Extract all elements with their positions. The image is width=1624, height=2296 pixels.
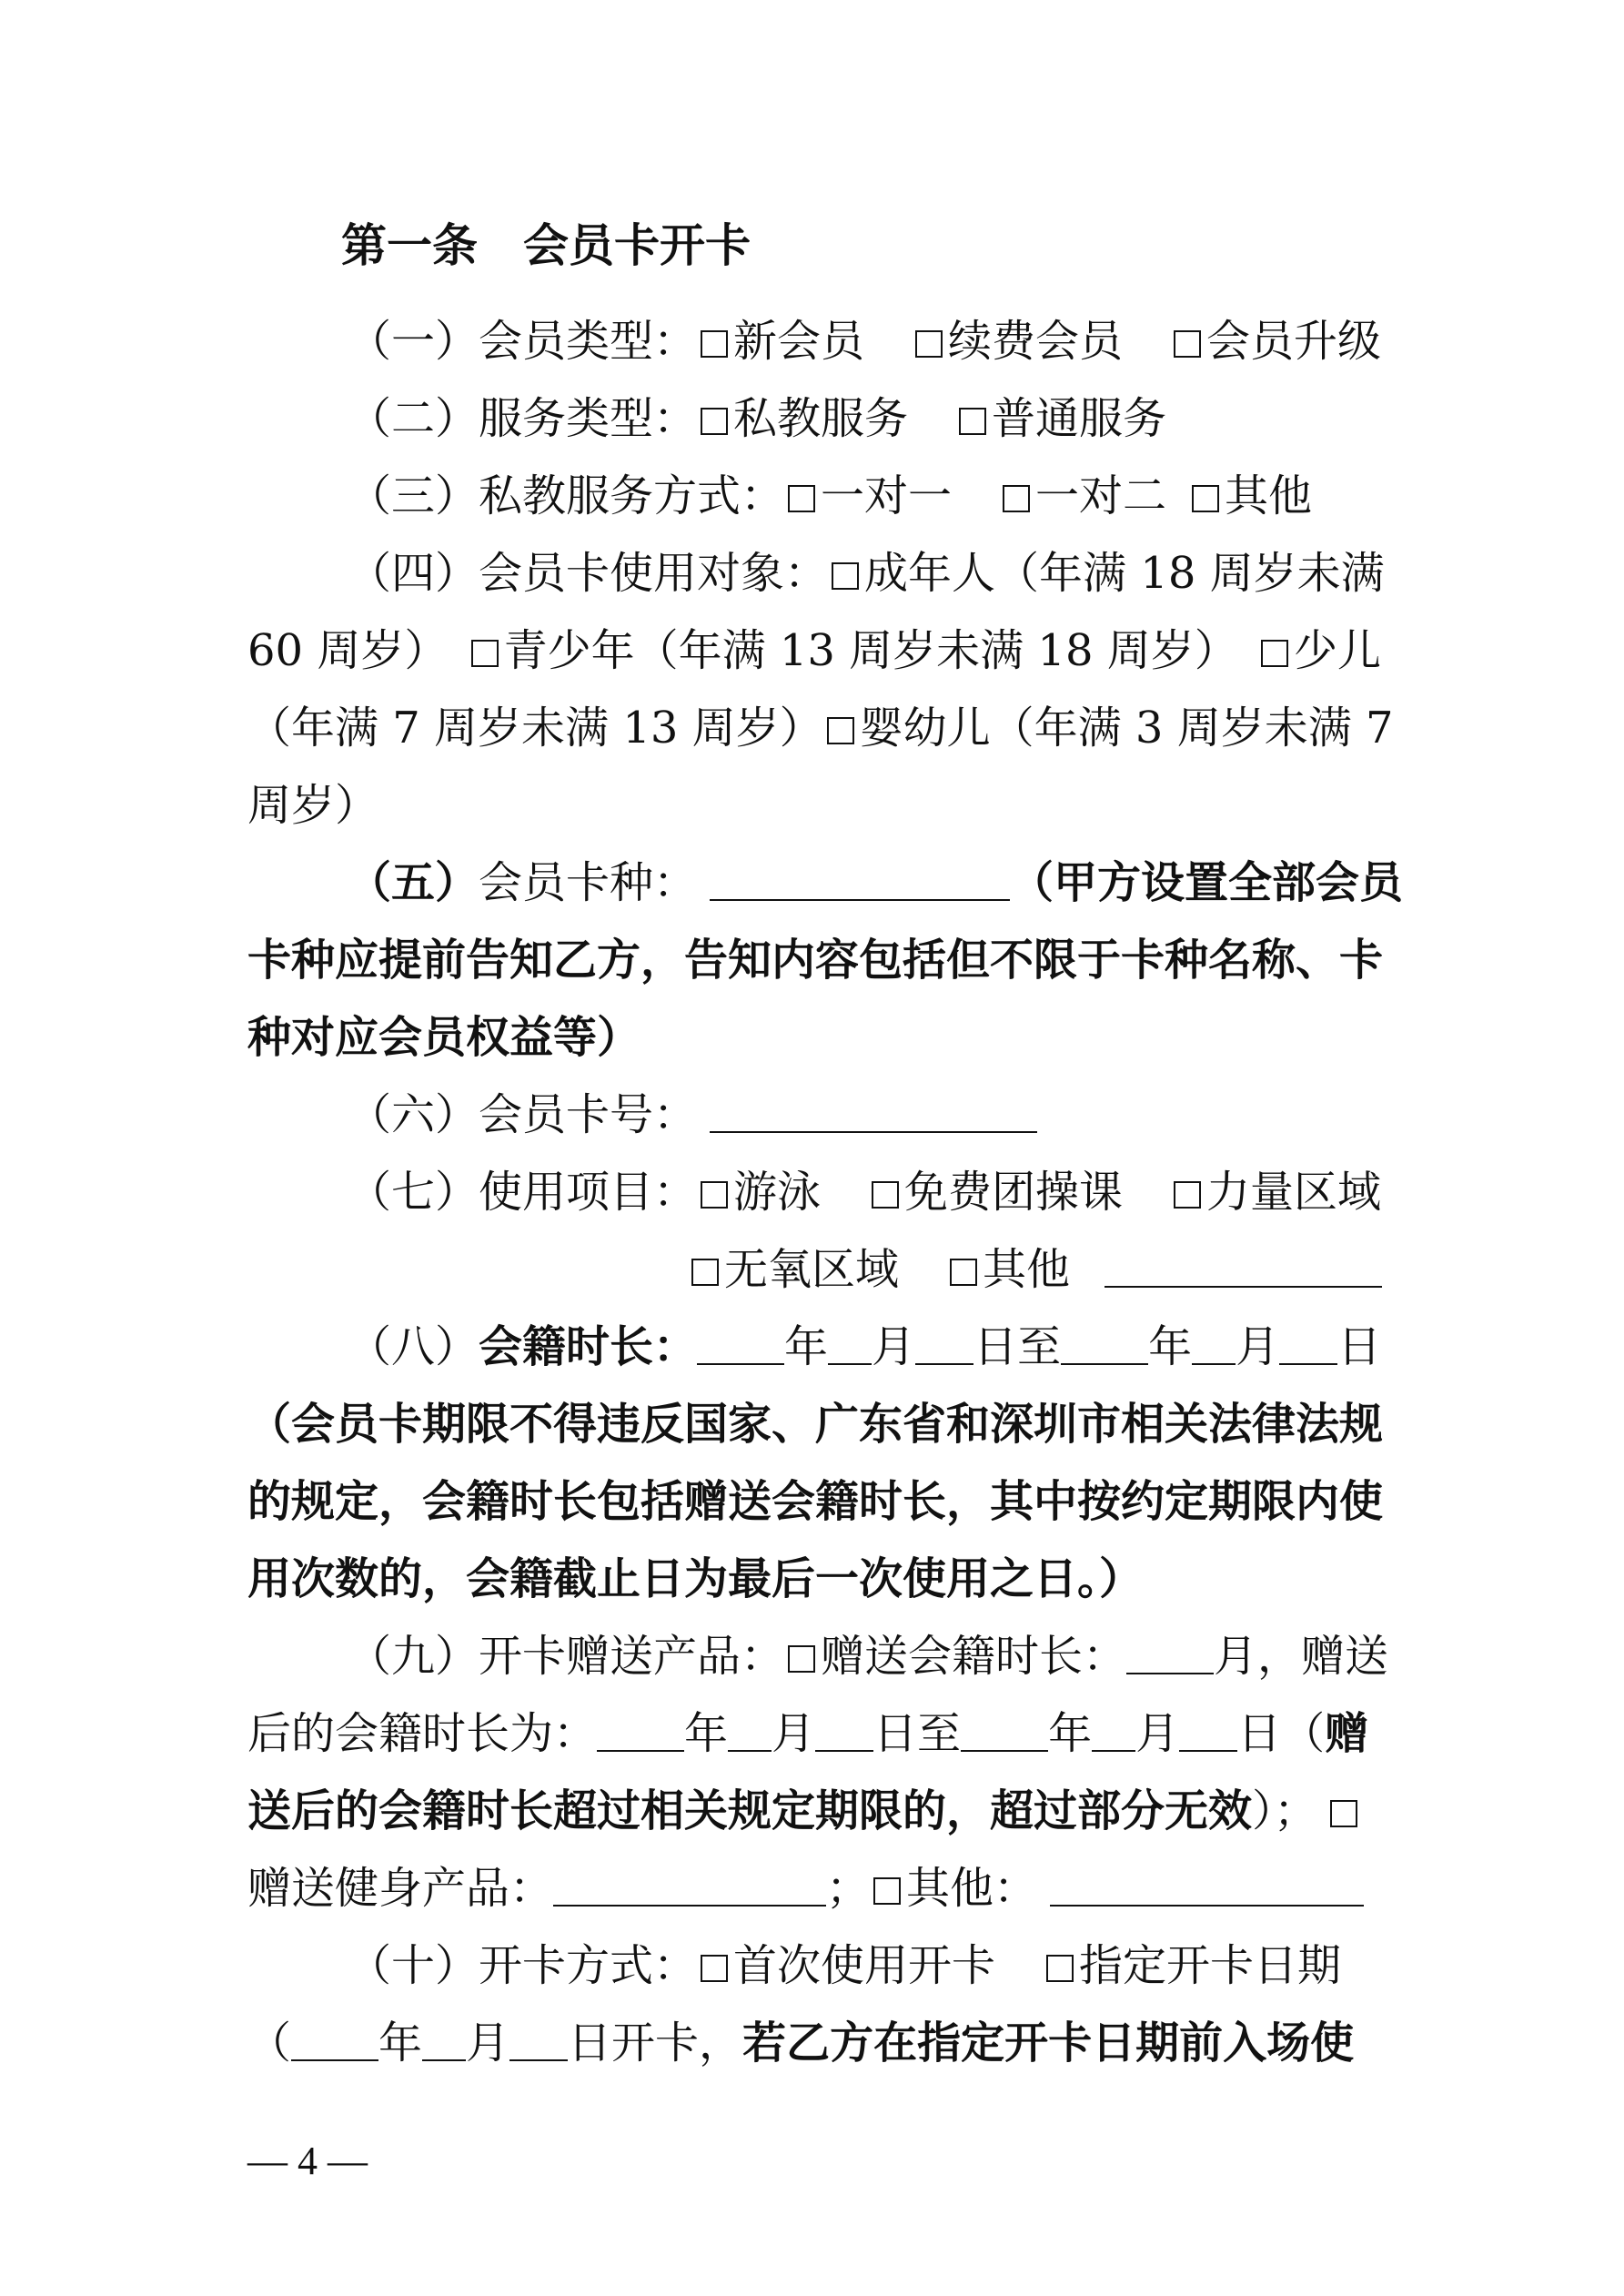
unit-day: 日 [1337, 1321, 1382, 1372]
option-label: 一对二 [1035, 470, 1167, 521]
item-opening-gift [348, 1629, 1388, 1684]
option-label: 续费会员 [948, 316, 1124, 367]
unit-year: 年 [684, 1708, 729, 1759]
item-label: （十）开卡方式： [348, 1940, 698, 1991]
field-label: 会籍时长： [479, 1321, 698, 1372]
option-label: 无氧区域 [724, 1244, 900, 1295]
unit-month: 月 [772, 1708, 816, 1759]
option-label: 其他 [1225, 470, 1313, 521]
item-service-type [348, 391, 1166, 446]
month-blank[interactable] [422, 2019, 466, 2061]
option-label: 其他： [906, 1863, 1038, 1914]
checkbox[interactable] [959, 408, 986, 435]
item-label: （四）会员卡使用对象： [348, 548, 829, 599]
item-label: （一）会员类型： [348, 316, 698, 367]
month-blank[interactable] [728, 1710, 772, 1752]
option-label: 少儿 [1293, 625, 1381, 676]
separator: ； [826, 1863, 871, 1914]
gift-month-blank[interactable] [1126, 1633, 1214, 1674]
option-label: 新会员 [733, 316, 865, 367]
item-card-user-line2 [247, 623, 1381, 678]
option-label: 其他 [983, 1244, 1071, 1295]
item-card-user-line3 [247, 701, 1394, 755]
checkbox[interactable] [471, 640, 499, 667]
checkbox[interactable] [788, 485, 815, 512]
term-note-line2: 的规定，会籍时长包括赠送会籍时长，其中按约定期限内使 [247, 1476, 1384, 1527]
year-blank[interactable] [291, 2019, 378, 2061]
checkbox[interactable] [1330, 1800, 1357, 1827]
gift-product-blank[interactable] [553, 1865, 826, 1907]
gift-other-blank[interactable] [1050, 1865, 1364, 1907]
option-label: 免费团操课 [904, 1167, 1124, 1218]
option-label: 60 周岁） [247, 625, 449, 676]
paren: （ [247, 2018, 292, 2068]
option-label: 赠送会籍时长： [821, 1631, 1127, 1682]
unit-month: 月 [466, 2018, 510, 2068]
unit-day-to: 日至 [873, 1708, 962, 1759]
option-label: 首次使用开卡 [733, 1940, 996, 1991]
option-label: 私教服务 [733, 393, 909, 444]
item-card-user-line4 [247, 778, 378, 833]
item-opening-gift-line2 [247, 1706, 1368, 1761]
field-label: 后的会籍时长为： [247, 1708, 598, 1759]
checkbox[interactable] [915, 330, 943, 358]
article-title: 第一条 会员卡开卡 [341, 219, 751, 272]
page-number: — 4 — [247, 2139, 368, 2183]
item-coaching-mode [348, 469, 1312, 523]
field-label: 会员卡种： [479, 857, 698, 908]
item-member-type [348, 314, 1381, 369]
option-label: 一对一 [821, 470, 953, 521]
day-blank[interactable] [1279, 1323, 1337, 1365]
item-opening-gift-line3 [247, 1784, 1363, 1838]
year-blank[interactable] [697, 1323, 784, 1365]
option-label: 会员升级 [1206, 316, 1382, 367]
option-label: 成年人（年满 18 周岁未满 [864, 548, 1385, 599]
item-activation-method-line2 [247, 2016, 1354, 2070]
term-note-line3: 用次数的，会籍截止日为最后一次使用之日。） [247, 1553, 1144, 1604]
option-label: 婴幼儿（年满 3 周岁未满 7 [859, 703, 1394, 754]
checkbox[interactable] [872, 1181, 899, 1209]
checkbox[interactable] [701, 408, 728, 435]
unit-month: 月 [1135, 1708, 1180, 1759]
day-blank[interactable] [1179, 1710, 1237, 1752]
checkbox[interactable] [1046, 1955, 1074, 1982]
checkbox[interactable] [1192, 485, 1219, 512]
unit-month: 月 [872, 1321, 916, 1372]
day-blank[interactable] [815, 1710, 873, 1752]
month-blank[interactable] [1092, 1710, 1135, 1752]
option-label: 普通服务 [992, 393, 1167, 444]
item-label: （六）会员卡号： [348, 1089, 698, 1140]
unit-month: 月 [1236, 1321, 1280, 1372]
checkbox[interactable] [691, 1259, 719, 1286]
option-label: 赠送健身产品： [247, 1863, 554, 1914]
checkbox[interactable] [701, 1181, 728, 1209]
unit-year: 年 [378, 2018, 423, 2068]
item-card-kind [348, 855, 1403, 910]
unit-day: 日（ [1237, 1708, 1326, 1759]
card-kind-note-line3: 种对应会员权益等） [247, 1012, 641, 1063]
checkbox[interactable] [701, 1955, 728, 1982]
day-blank[interactable] [509, 2019, 568, 2061]
unit-year: 年 [784, 1321, 829, 1372]
unit-year: 年 [1148, 1321, 1193, 1372]
term-note-line1: （会员卡期限不得违反国家、广东省和深圳市相关法律法规 [247, 1399, 1384, 1450]
option-label: 指定开卡日期 [1079, 1940, 1342, 1991]
option-label: 游泳 [733, 1167, 822, 1218]
option-label: 青少年（年满 13 周岁未满 18 周岁） [503, 625, 1238, 676]
item-label: （八） [348, 1321, 479, 1372]
separator: ）； [1252, 1785, 1318, 1836]
checkbox[interactable] [950, 1259, 977, 1286]
checkbox[interactable] [827, 717, 854, 744]
unit-day-to: 日至 [973, 1321, 1062, 1372]
day-blank[interactable] [915, 1323, 973, 1365]
checkbox[interactable] [788, 1645, 815, 1673]
unit-day: 日开卡， [568, 2018, 743, 2068]
checkbox[interactable] [873, 1877, 901, 1905]
card-kind-note: （甲方设置全部会员 [1010, 857, 1404, 908]
card-kind-blank[interactable] [710, 859, 1010, 901]
item-card-user [348, 546, 1385, 601]
item-label: （五） [348, 857, 479, 908]
activation-note: 若乙方在指定开卡日期前入场使 [742, 2018, 1355, 2068]
year-blank[interactable] [597, 1710, 684, 1752]
item-opening-gift-line4 [247, 1861, 1364, 1916]
item-activation-method [348, 1938, 1341, 1993]
item-card-number [348, 1087, 1037, 1142]
item-label: （三）私教服务方式： [348, 470, 785, 521]
checkbox[interactable] [832, 562, 859, 590]
unit-month: 月，赠送 [1214, 1631, 1389, 1682]
gift-note: 送后的会籍时长超过相关规定期限的，超过部分无效 [247, 1785, 1253, 1836]
unit-year: 年 [1048, 1708, 1093, 1759]
other-item-blank[interactable] [1105, 1246, 1382, 1288]
checkbox[interactable] [1174, 330, 1201, 358]
card-kind-note-line2: 卡种应提前告知乙方，告知内容包括但不限于卡种名称、卡 [247, 935, 1384, 986]
item-usage-items [348, 1165, 1381, 1219]
year-blank[interactable] [961, 1710, 1048, 1752]
card-number-blank[interactable] [710, 1091, 1037, 1133]
checkbox[interactable] [1261, 640, 1288, 667]
month-blank[interactable] [828, 1323, 872, 1365]
item-label: （九）开卡赠送产品： [348, 1631, 785, 1682]
item-membership-term [348, 1320, 1381, 1374]
option-label: （年满 7 周岁未满 13 周岁） [247, 703, 823, 754]
option-label: 力量区域 [1206, 1167, 1382, 1218]
item-label: （二）服务类型： [348, 393, 698, 444]
item-label: （七）使用项目： [348, 1167, 698, 1218]
checkbox[interactable] [701, 330, 728, 358]
item-usage-items-line2 [688, 1242, 1382, 1297]
gift-note: 赠 [1325, 1708, 1369, 1759]
checkbox[interactable] [1174, 1181, 1201, 1209]
option-label: 周岁） [247, 780, 379, 831]
month-blank[interactable] [1192, 1323, 1236, 1365]
checkbox[interactable] [1003, 485, 1030, 512]
year-blank[interactable] [1061, 1323, 1148, 1365]
